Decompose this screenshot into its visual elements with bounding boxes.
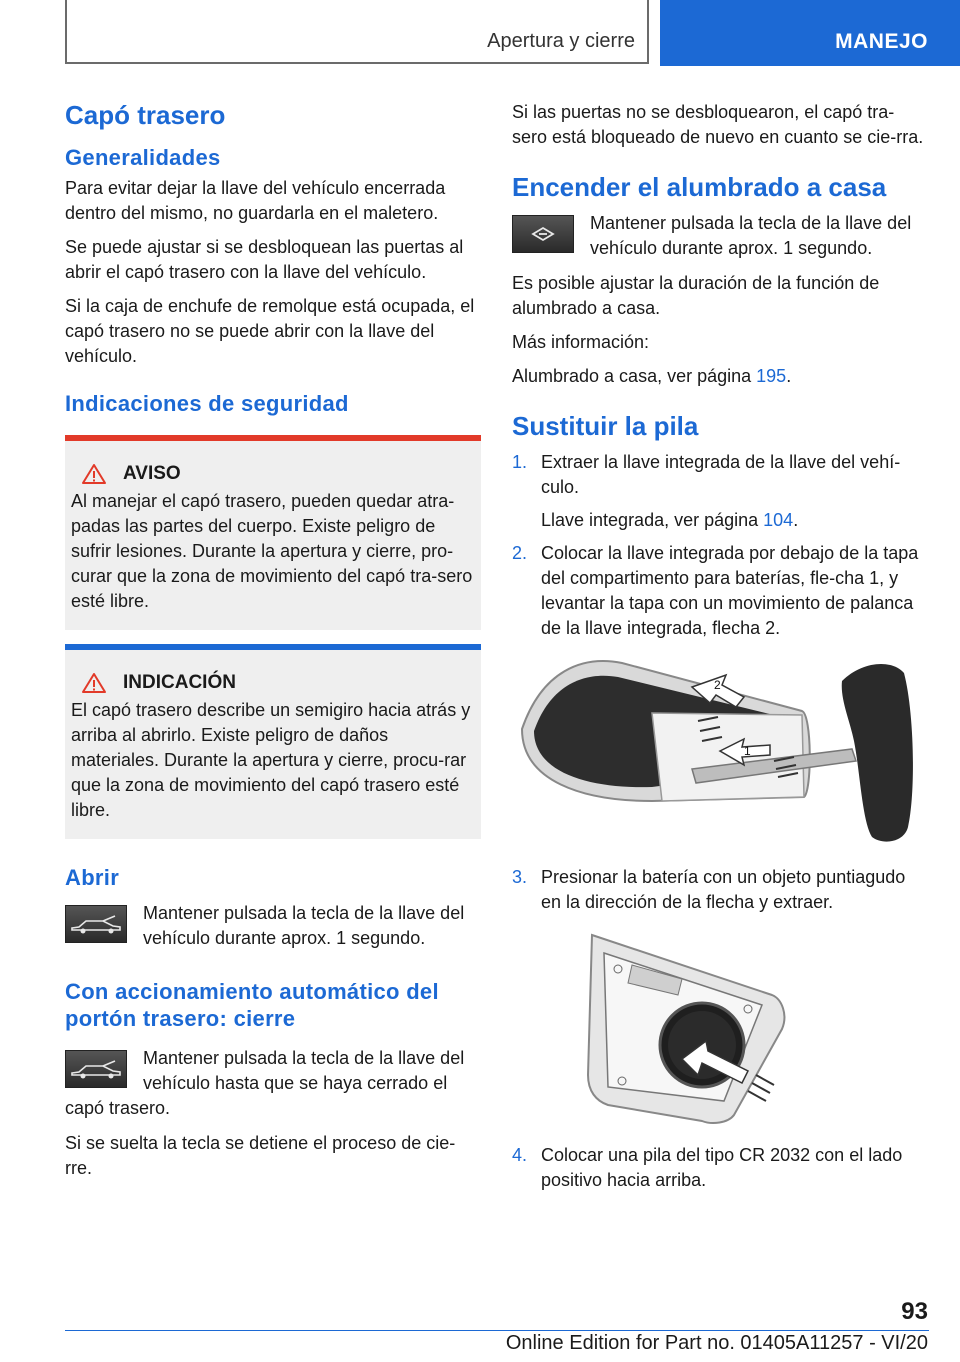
auto-close-text: Mantener pulsada la tecla de la llave del vehículo hasta que se haya cerrado el capó trasero. (65, 1048, 465, 1119)
step-text: Extraer la llave integrada de la llave del vehí-culo. (541, 452, 901, 498)
general-paragraph-1: Para evitar dejar la llave del vehículo encerrada dentro del mismo, no guardarla en el maletero. (65, 177, 446, 223)
edition-footer: Online Edition for Part no. 01405A11257 - VI/20 (505, 1332, 928, 1354)
step-number: 2. (512, 543, 528, 564)
svg-text:2: 2 (714, 678, 721, 693)
list-item (512, 865, 926, 915)
page-header (0, 0, 960, 64)
right-column (512, 100, 926, 1201)
page-link-195[interactable]: 195 (756, 366, 787, 387)
more-info-reference: Alumbrado a casa, ver página 195. (512, 366, 792, 387)
heading-safety: Indicaciones de seguridad (65, 390, 349, 416)
step-number: 3. (512, 867, 528, 888)
general-paragraph-2: Se puede ajustar si se desbloquean las puertas al abrir el capó trasero con la llave del vehículo. (65, 236, 464, 282)
page-number: 93 (901, 1298, 928, 1325)
auto-close-instruction (65, 1046, 481, 1121)
warning-text: Al manejar el capó trasero, pueden quedar atra-padas las partes del cuerpo. Existe peligro de sufrir lesiones. Durante la apertura y cierre, pro-curar que la zona de movimiento del capó tra-sero esté libre. (71, 490, 473, 611)
welcome-light-text: Mantener pulsada la tecla de la llave del vehículo durante aprox. 1 segundo. (590, 213, 912, 259)
step-text: Colocar la llave integrada por debajo de la tapa del compartimento para baterías, fle-cha 1, y levantar la tapa con un movimiento de palanca de la llave integrada, flecha 2. (541, 543, 919, 639)
heading-general: Generalidades (65, 145, 221, 171)
warning-box (65, 435, 481, 630)
step-number: 1. (512, 452, 528, 473)
chapter-title: MANEJO (835, 30, 928, 53)
chapter-tab (660, 0, 960, 66)
warning-triangle-icon (81, 672, 107, 694)
home-light-key-icon (512, 215, 574, 253)
welcome-light-instruction (512, 211, 926, 261)
notice-title: INDICACIÓN (123, 671, 236, 693)
list-item (512, 1143, 926, 1193)
battery-press-figure (512, 925, 926, 1125)
step-text: Presionar la batería con un objeto puntiagudo en la dirección de la flecha y extraer. (541, 867, 906, 913)
heading-open: Abrir (65, 864, 120, 890)
general-paragraph-3: Si la caja de enchufe de remolque está ocupada, el capó trasero no se puede abrir con la llave del vehículo. (65, 295, 475, 366)
open-instruction (65, 901, 481, 951)
step-number: 4. (512, 1145, 528, 1166)
notice-text: El capó trasero describe un semigiro hacia atrás y arriba al abrirlo. Existe peligro de daños materiales. Durante la apertura y cierre, procu-rar que la zona de movimiento del capó trasero esté libre. (71, 699, 471, 820)
section-title: Apertura y cierre (487, 30, 635, 52)
battery-steps-cont (512, 865, 926, 915)
intro-paragraph: Si las puertas no se desbloquearon, el capó tra-sero está bloqueado de nuevo en cuanto se cie-rra. (512, 102, 924, 147)
battery-steps (512, 450, 926, 641)
page-title: Capó trasero (65, 100, 226, 130)
welcome-paragraph-2: Es posible ajustar la duración de la función de alumbrado a casa. (512, 273, 880, 319)
car-trunk-key-icon (65, 905, 127, 943)
heading-battery: Sustituir la pila (512, 411, 699, 442)
list-item (512, 541, 926, 641)
more-info: Más información: (512, 332, 650, 353)
battery-steps-end (512, 1143, 926, 1193)
key-removal-figure (512, 651, 926, 847)
car-trunk-key-icon (65, 1050, 127, 1088)
heading-auto-close: Con accionamiento automático del portón trasero: cierre (65, 979, 439, 1031)
list-item (512, 450, 926, 533)
heading-welcome-light: Encender el alumbrado a casa (512, 172, 887, 202)
warning-triangle-icon (81, 463, 107, 485)
warning-title: AVISO (123, 462, 181, 484)
section-tab (65, 0, 649, 64)
notice-box (65, 644, 481, 839)
step-subref: Llave integrada, ver página 104. (541, 510, 799, 531)
page-link-104[interactable]: 104 (763, 510, 794, 531)
step-text: Colocar una pila del tipo CR 2032 con el lado positivo hacia arriba. (541, 1145, 903, 1191)
auto-close-paragraph-2: Si se suelta la tecla se detiene el proceso de cie-rre. (65, 1133, 456, 1179)
footer-divider (65, 1330, 929, 1331)
svg-text:1: 1 (744, 744, 751, 759)
left-column (65, 100, 481, 1190)
open-text: Mantener pulsada la tecla de la llave del vehículo durante aprox. 1 segundo. (143, 903, 465, 949)
